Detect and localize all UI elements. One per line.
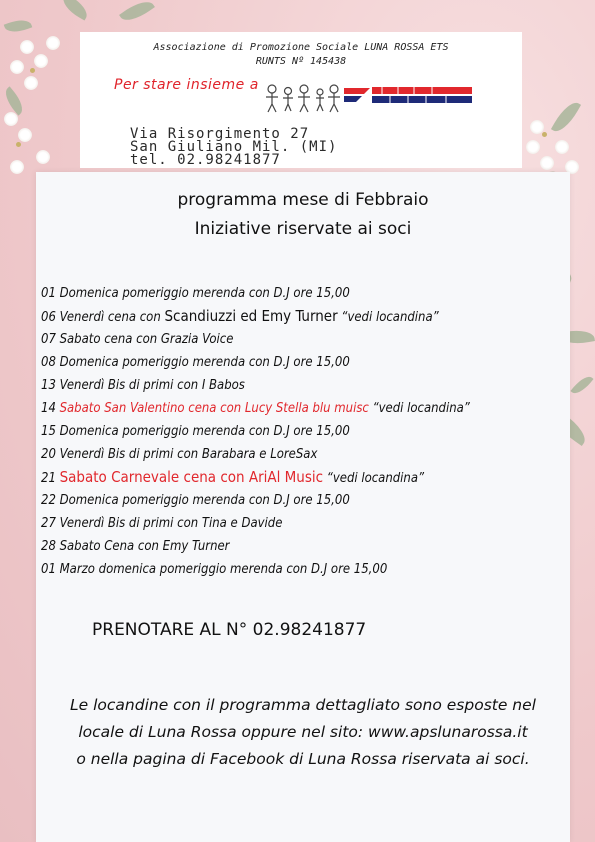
note-line: Le locandine con il programma dettagliato sono esposte nel: [70, 696, 536, 714]
slogan-text: Per stare insieme a: [114, 77, 259, 93]
event-item: [41, 305, 571, 328]
event-text: 15 Domenica pomeriggio merenda con D.J ore 15,00: [41, 424, 350, 439]
address-phone: tel. 02.98241877: [130, 152, 281, 168]
address-city: San Giuliano Mil. (MI): [130, 139, 338, 155]
event-text: “vedi locandina”: [368, 401, 470, 416]
event-item: [41, 328, 571, 351]
program-subtitle: Iniziative riservate ai soci: [194, 219, 412, 239]
luna-rossa-logo: [342, 84, 474, 106]
event-text: 06 Venerdì cena con: [41, 310, 165, 325]
event-text: 20 Venerdì Bis di primi con Barabara e LoreSax: [41, 447, 318, 462]
event-item: [41, 535, 571, 558]
program-title: programma mese di Febbraio: [177, 190, 429, 210]
address-street: Via Risorgimento 27: [130, 126, 310, 142]
event-text: “vedi locandina”: [337, 310, 439, 325]
runts-number: RUNTS Nº 145438: [255, 56, 347, 67]
info-note: [36, 692, 570, 773]
note-line: o nella pagina di Facebook di Luna Rossa riservata ai soci.: [76, 750, 530, 768]
note-line: locale di Luna Rossa oppure nel sito: www.apslunarossa.it: [78, 723, 528, 741]
event-text: 27 Venerdì Bis di primi con Tina e Davide: [41, 516, 283, 531]
event-item: [41, 466, 571, 489]
event-text: 01 Marzo domenica pomeriggio merenda con D.J ore 15,00: [41, 562, 388, 577]
event-item: [41, 374, 571, 397]
event-text: Scandiuzzi ed Emy Turner: [164, 307, 338, 325]
event-item: [41, 351, 571, 374]
event-text: 01 Domenica pomeriggio merenda con D.J ore 15,00: [41, 286, 350, 301]
event-text: 21: [41, 471, 60, 486]
event-text: 28 Sabato Cena con Emy Turner: [41, 539, 230, 554]
association-name: Associazione di Promozione Sociale LUNA ROSSA ETS: [153, 42, 449, 53]
event-text: Sabato Carnevale cena con AriAl Music: [59, 468, 324, 486]
event-text: “vedi locandina”: [323, 471, 425, 486]
event-text: 14: [41, 401, 60, 416]
event-item: [41, 282, 571, 305]
events-list: [41, 282, 571, 581]
event-text: 08 Domenica pomeriggio merenda con D.J ore 15,00: [41, 355, 350, 370]
event-item: [41, 420, 571, 443]
event-text: 13 Venerdì Bis di primi con I Babos: [41, 378, 245, 393]
booking-phone: PRENOTARE AL N° 02.98241877: [92, 620, 367, 640]
event-text: Sabato San Valentino cena con Lucy Stella blu muisc: [59, 401, 369, 416]
event-item: [41, 512, 571, 535]
association-logo-card: [80, 32, 522, 168]
event-text: 07 Sabato cena con Grazia Voice: [41, 332, 234, 347]
event-item: [41, 397, 571, 420]
event-item: [41, 558, 571, 581]
event-item: [41, 489, 571, 512]
event-text: 22 Domenica pomeriggio merenda con D.J ore 15,00: [41, 493, 350, 508]
event-item: [41, 443, 571, 466]
people-icon: [262, 80, 342, 114]
